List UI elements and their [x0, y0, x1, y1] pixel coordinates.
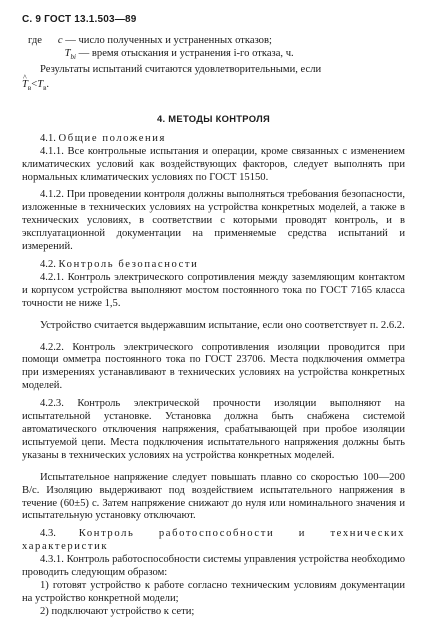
paragraph-4-2-1-result: Устройство считается выдержавшим испытание, если оно соответствует п. 2.6.2.	[40, 319, 405, 331]
paragraph-4-1-2: 4.1.2. При проведении контроля должны выполняться требования безопасности, изложенные в технических условиях на устройства конкретных моделей, а также в технических условиях, в соответствии с которыми проводят контроль, и в эксплуатационной документации на применяемые средства испытаний и измерений.	[22, 189, 405, 253]
paragraph-4-2-1: 4.2.1. Контроль электрического сопротивления между заземляющим контактом и корпусом устройства выполняют мостом постоянного тока по ГОСТ 7165 класса точности не ниже 1,5.	[22, 271, 405, 309]
subsection-heading: 4.1. Общие положения	[40, 132, 167, 144]
list-item: 1) готовят устройство к работе согласно техническим условиям документации на устройство конкретной модели;	[22, 579, 405, 604]
list-item: 2) подключают устройство к сети;	[40, 605, 195, 617]
definition-symbol: c	[57, 35, 63, 46]
section-title: 4. МЕТОДЫ КОНТРОЛЯ	[156, 112, 271, 124]
paragraph-4-1-1: 4.1.1. Все контрольные испытания и операции, кроме связанных с изменением климатических условий как воздействующих факторов, следует выполнять при нормальных климатических условиях по ГОСТ 15150.	[22, 145, 405, 183]
page-header: С. 9 ГОСТ 13.1.503—89	[22, 14, 137, 25]
definition-text: — число полученных и устраненных отказов;	[62, 35, 272, 46]
paragraph-4-3-1: 4.3.1. Контроль работоспособности системы управления устройства необходимо проводить следующим образом:	[22, 554, 405, 579]
definition-lead: где	[28, 35, 42, 46]
result-text: Результаты испытаний считаются удовлетворительными, если	[40, 63, 322, 75]
definition-text: — время отыскания и устранения i-го отказа, ч.	[76, 47, 294, 59]
paragraph-4-2-2: 4.2.2. Контроль электрического сопротивления изоляции проводится при помощи омметра постоянного тока по ГОСТ 23706. Места подключения омметра при измерениях устанавливают в технических условиях на устройства конкретных моделей.	[22, 341, 405, 392]
result-formula: ^ $T_в<T_в$.	[22, 79, 405, 95]
paragraph-4-2-3-voltage: Испытательное напряжение следует повышать плавно со скоростью 100—200 В/с. Изоляцию выдерживают под воздействием испытательного напряжения в течение (60±5) с. Затем напряжение снижают до нуля или номинального значения и испытательную установку отключают.	[22, 471, 405, 522]
paragraph-4-2-3: 4.2.3. Контроль электрической прочности изоляции выполняют на испытательной установке. Установка должна быть снабжена системой автоматического отключения напряжения, срабатывающей при пробое изоляции испытуемой цепи. Места подключения испытательного напряжения должны быть указаны в технических условиях на устройства конкретных моделей.	[22, 398, 405, 461]
definition-tbi	[22, 48, 405, 64]
subsection-heading: 4.3. Контроль работоспособности и технических характеристик	[22, 528, 405, 553]
subsection-heading: 4.2. Контроль безопасности	[40, 259, 199, 270]
definition-c	[28, 35, 405, 48]
definition-symbol: $T_{bi}$	[64, 47, 76, 62]
